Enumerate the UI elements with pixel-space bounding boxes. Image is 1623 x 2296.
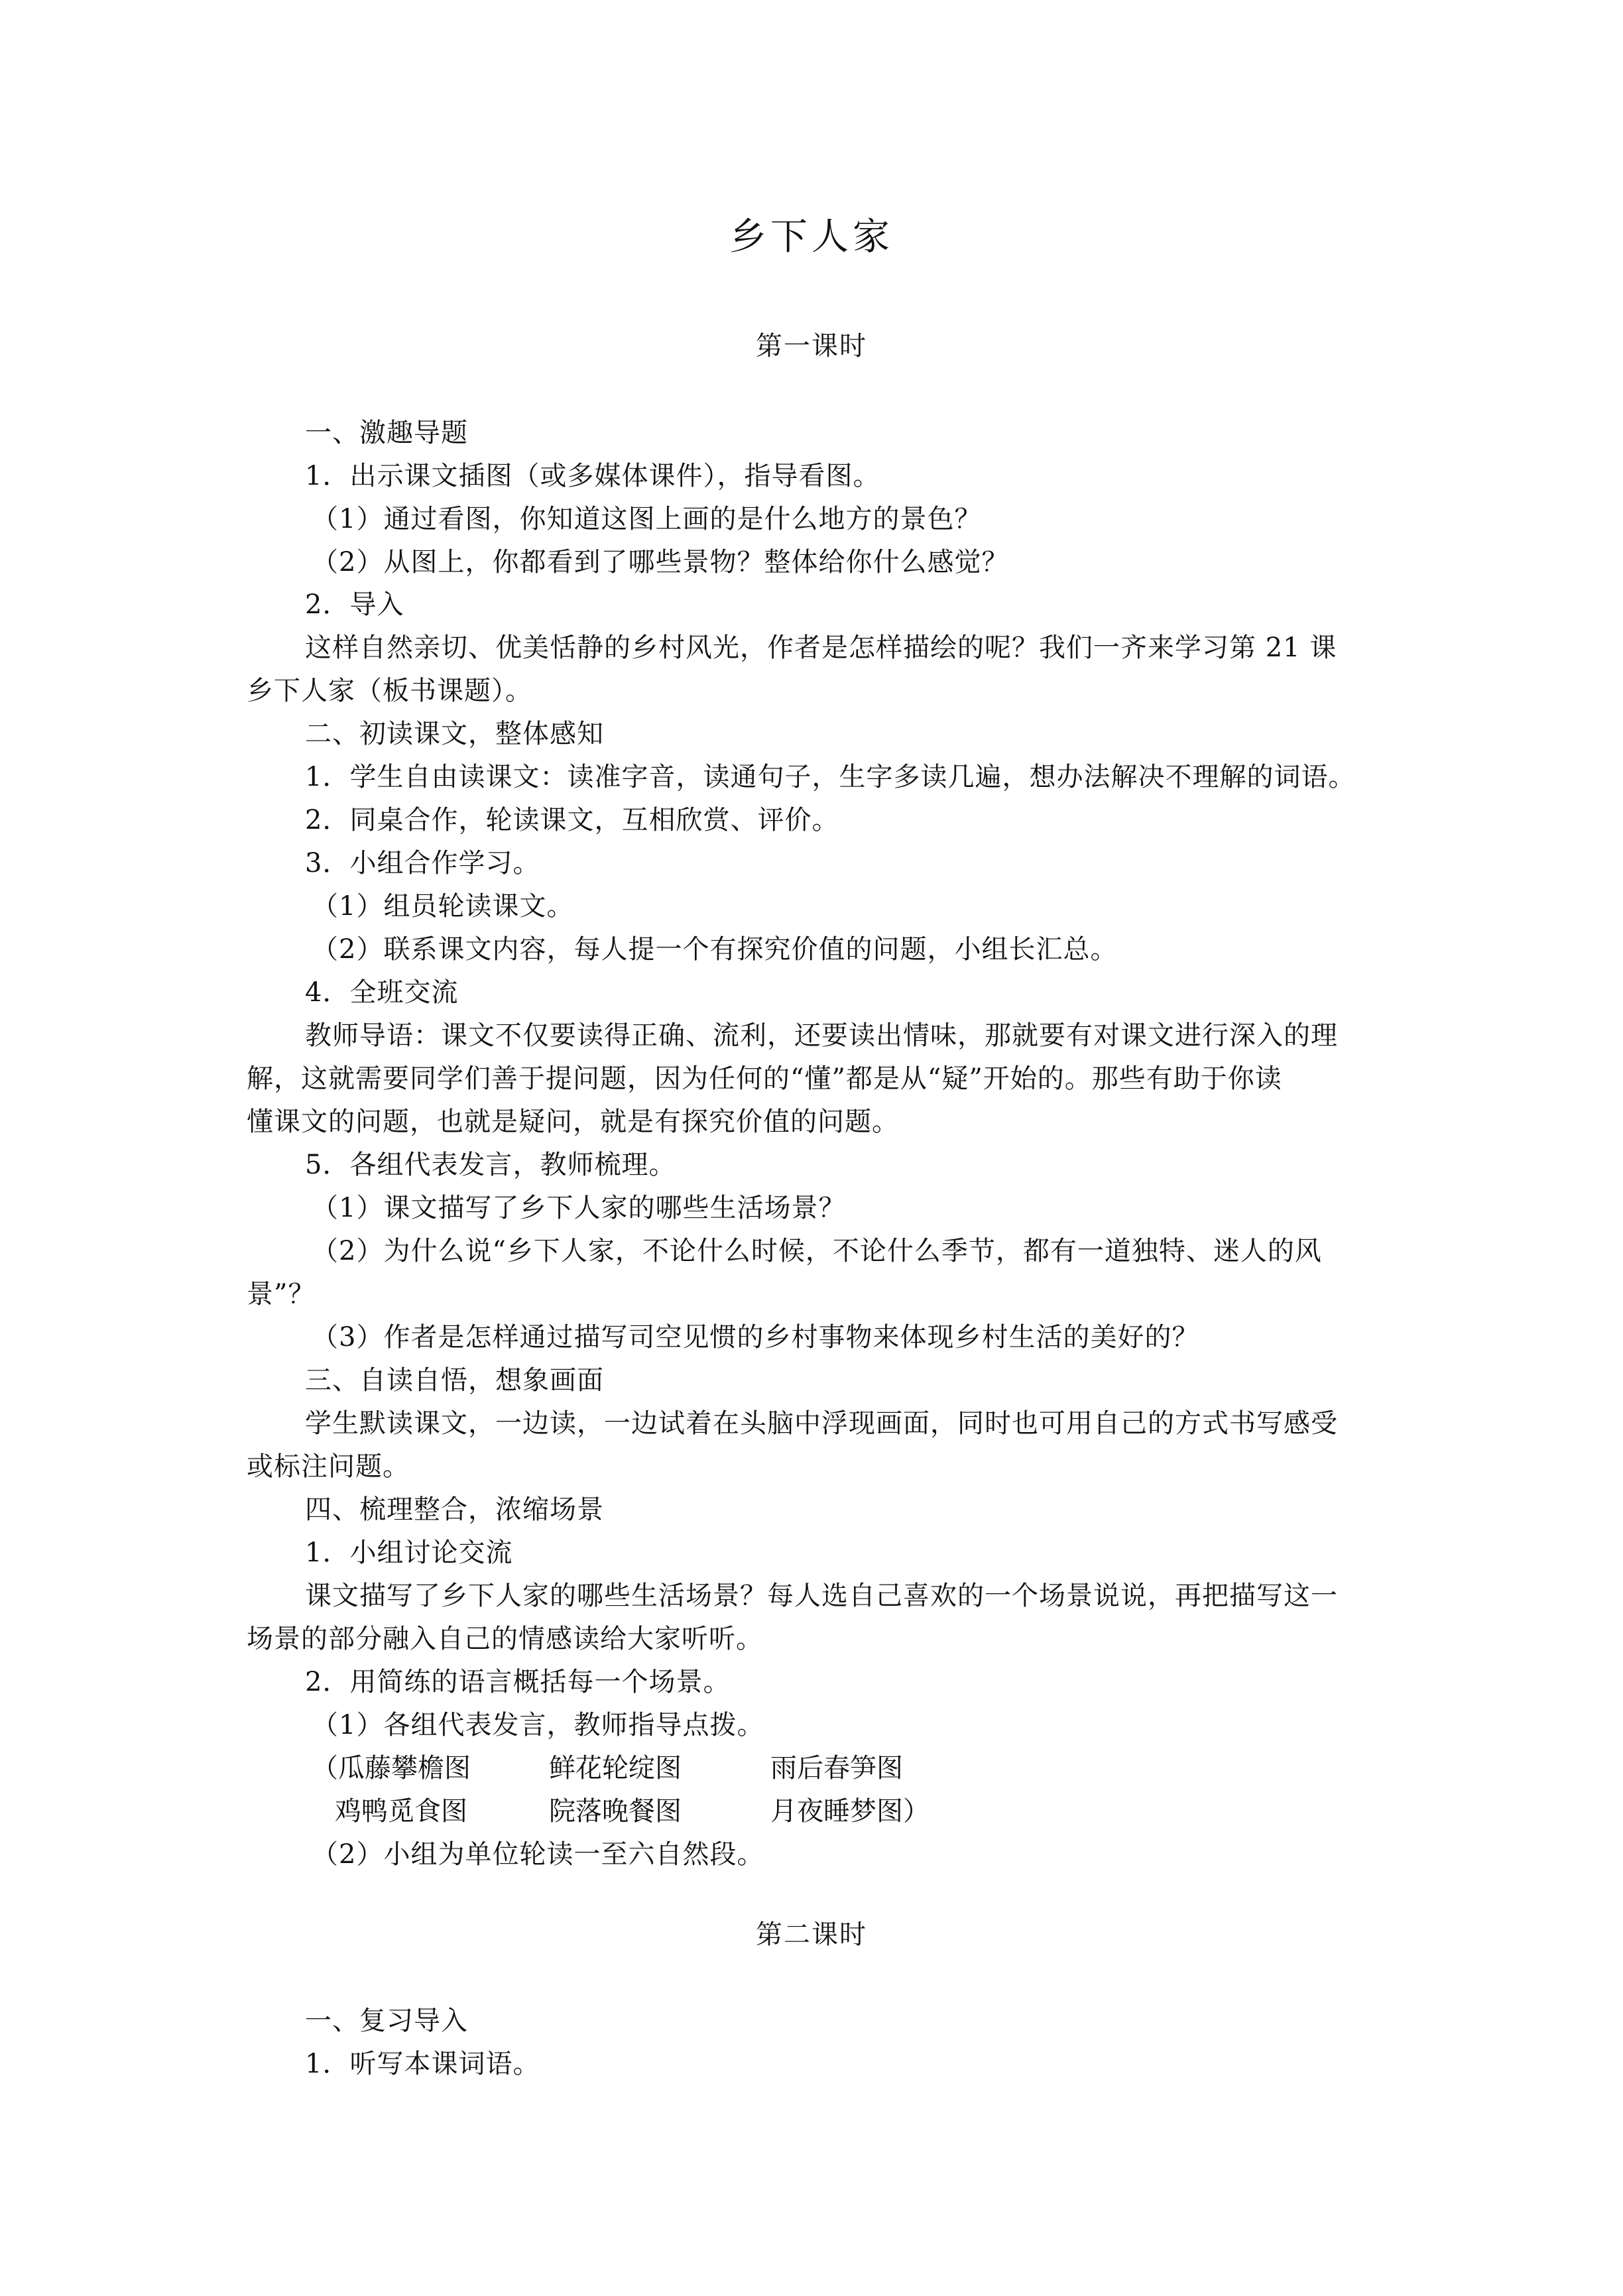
scene-item: （瓜藤攀檐图 — [312, 1753, 471, 1783]
body-line: 三、自读自悟，想象画面 — [305, 1365, 604, 1396]
body-line: 1．小组讨论交流 — [305, 1538, 513, 1568]
body-line: 一、激趣导题 — [305, 418, 468, 448]
scene-item: 月夜睡梦图） — [770, 1796, 930, 1827]
body-line: 景”？ — [247, 1279, 316, 1309]
scene-item: 鸡鸭觅食图 — [335, 1796, 467, 1827]
body-line: （2）联系课文内容，每人提一个有探究价值的问题，小组长汇总。 — [312, 934, 1118, 965]
body-line: （1）组员轮读课文。 — [312, 891, 574, 922]
lesson2-heading: 第二课时 — [756, 1919, 867, 1950]
document-title: 乡下人家 — [729, 215, 894, 259]
body-line: 一、复习导入 — [305, 2006, 468, 2036]
body-line: 场景的部分融入自己的情感读给大家听听。 — [247, 1624, 763, 1654]
body-line: 3．小组合作学习。 — [305, 848, 540, 878]
body-line: （1）通过看图，你知道这图上画的是什么地方的景色？ — [312, 504, 982, 534]
body-line: （2）小组为单位轮读一至六自然段。 — [312, 1839, 764, 1870]
scene-row-1 — [0, 1747, 1623, 1789]
body-line: 2．导入 — [305, 589, 404, 620]
body-line: 2．同桌合作，轮读课文，互相欣赏、评价。 — [305, 805, 839, 835]
scene-row-2 — [0, 1790, 1623, 1833]
body-line: 教师导语：课文不仅要读得正确、流利，还要读出情味，那就要有对课文进行深入的理 — [305, 1020, 1338, 1051]
scene-item: 雨后春笋图 — [770, 1753, 903, 1783]
body-line: （2）为什么说“乡下人家，不论什么时候，不论什么季节，都有一道独特、迷人的风 — [312, 1236, 1322, 1266]
body-line: 1．出示课文插图（或多媒体课件），指导看图。 — [305, 461, 880, 491]
body-line: 四、梳理整合，浓缩场景 — [305, 1494, 604, 1525]
scene-item: 院落晚餐图 — [549, 1796, 682, 1827]
body-line: （2）从图上，你都看到了哪些景物？整体给你什么感觉？ — [312, 547, 1009, 577]
body-line: 2．用简练的语言概括每一个场景。 — [305, 1667, 731, 1697]
body-line: 或标注问题。 — [247, 1451, 410, 1482]
body-line: （1）课文描写了乡下人家的哪些生活场景？ — [312, 1193, 846, 1223]
body-line: 1．学生自由读课文：读准字音，读通句子，生字多读几遍，想办法解决不理解的词语。 — [305, 762, 1356, 792]
body-line: 学生默读课文，一边读，一边试着在头脑中浮现画面，同时也可用自己的方式书写感受 — [305, 1408, 1338, 1439]
body-line: 课文描写了乡下人家的哪些生活场景？每人选自己喜欢的一个场景说说，再把描写这一 — [305, 1581, 1338, 1611]
body-line: 懂课文的问题，也就是疑问，就是有探究价值的问题。 — [247, 1107, 899, 1137]
body-line: （3）作者是怎样通过描写司空见惯的乡村事物来体现乡村生活的美好的？ — [312, 1322, 1199, 1353]
body-line: 4．全班交流 — [305, 977, 459, 1008]
body-line: 1．听写本课词语。 — [305, 2049, 540, 2079]
body-line: 这样自然亲切、优美恬静的乡村风光，作者是怎样描绘的呢？我们一齐来学习第 21 课 — [305, 633, 1337, 663]
lesson1-heading: 第一课时 — [756, 331, 867, 361]
body-line: （1）各组代表发言，教师指导点拨。 — [312, 1710, 764, 1740]
body-line: 5．各组代表发言，教师梳理。 — [305, 1150, 676, 1180]
body-line: 乡下人家（板书课题）。 — [247, 676, 532, 706]
body-line: 解，这就需要同学们善于提问题，因为任何的“懂”都是从“疑”开始的。那些有助于你读 — [247, 1063, 1282, 1094]
body-line: 二、初读课文，整体感知 — [305, 719, 604, 749]
scene-item: 鲜花轮绽图 — [549, 1753, 682, 1783]
